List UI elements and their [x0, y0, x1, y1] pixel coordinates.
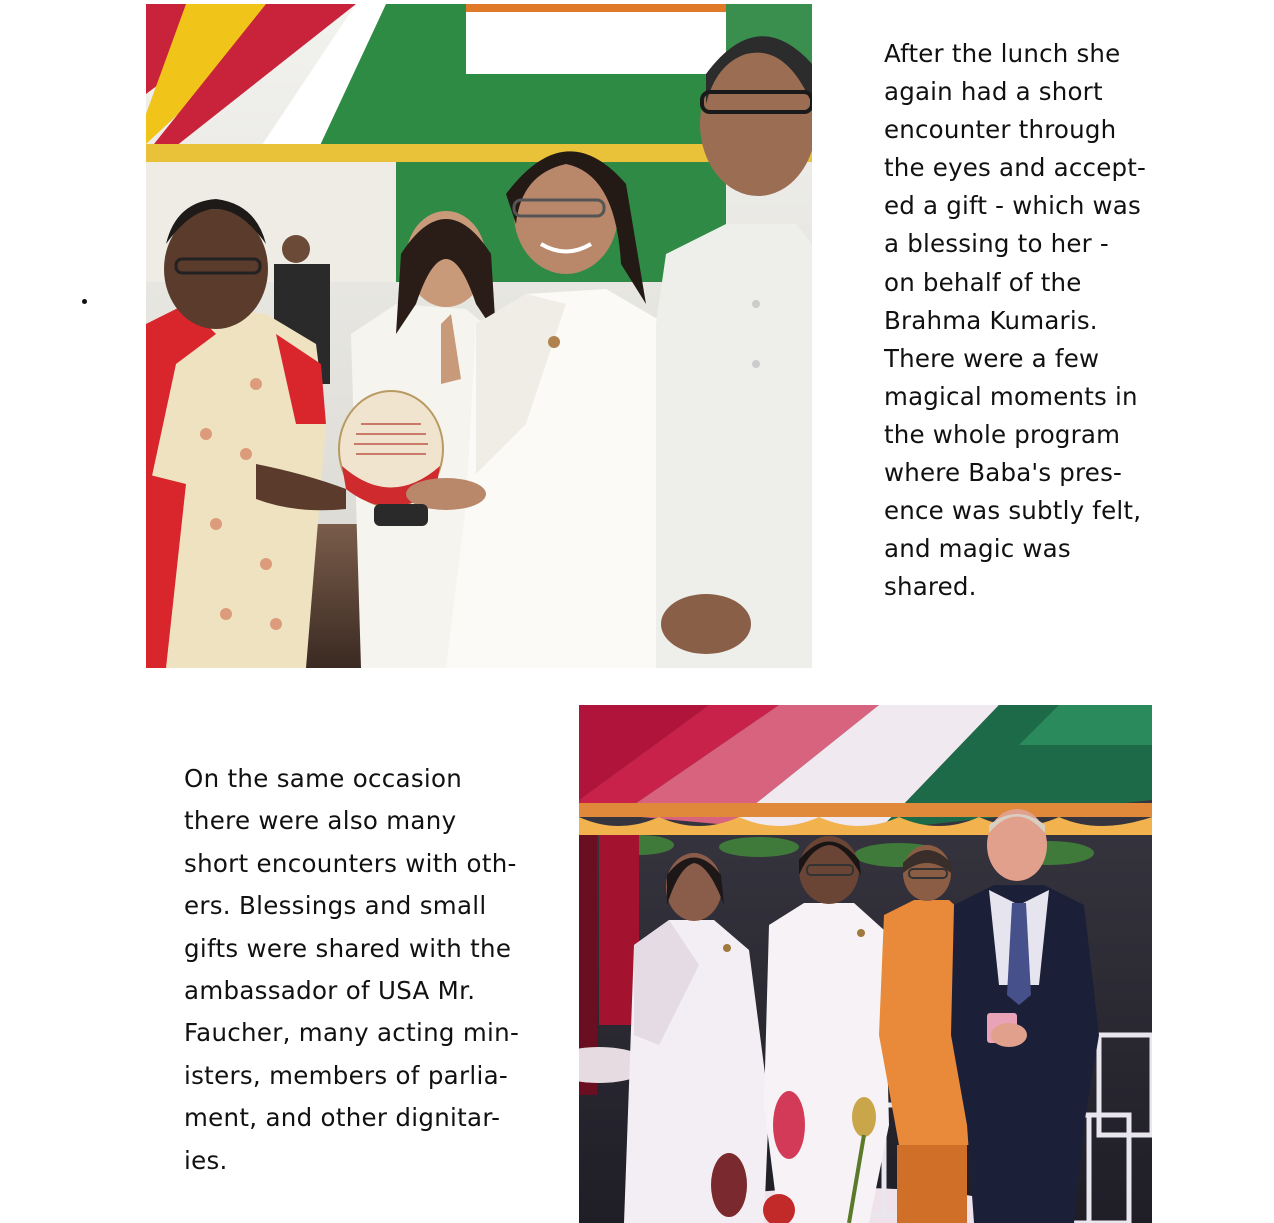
- text-line: Brahma Kumaris.: [884, 305, 1098, 335]
- text-line: there were also many: [184, 806, 457, 836]
- text-line: and magic was: [884, 534, 1071, 564]
- text-line: ambassador of USA Mr.: [184, 976, 476, 1006]
- text-line: the whole program: [884, 419, 1121, 449]
- text-line: gifts were shared with the: [184, 933, 512, 963]
- text-line: ment, and other dignitar-: [184, 1103, 501, 1133]
- text-line: magical moments in: [884, 381, 1138, 411]
- photo-gift-presentation-image: [146, 4, 812, 668]
- text-line: the eyes and accept-: [884, 153, 1147, 183]
- text-line: ers. Blessings and small: [184, 891, 487, 921]
- text-line: on behalf of the: [884, 267, 1082, 297]
- photo-group-tent-image: [579, 705, 1152, 1223]
- text-line: where Baba's pres-: [884, 458, 1123, 488]
- text-line: ies.: [184, 1145, 228, 1175]
- text-line: shared.: [884, 572, 977, 602]
- paragraph-gift-blessing: [884, 35, 1146, 606]
- text-line: On the same occasion: [184, 764, 463, 793]
- text-line: isters, members of parlia-: [184, 1060, 509, 1090]
- text-line: again had a short: [884, 77, 1103, 107]
- text-line: Faucher, many acting min-: [184, 1018, 520, 1048]
- text-line: short encounters with oth-: [184, 848, 517, 878]
- photo-gift-presentation: [146, 4, 812, 668]
- text-line: After the lunch she: [884, 39, 1121, 68]
- bullet-point: [82, 299, 87, 304]
- paragraph-short-encounters: [184, 758, 519, 1182]
- text-line: ed a gift - which was: [884, 191, 1141, 221]
- text-line: encounter through: [884, 115, 1117, 145]
- text-line: ence was subtly felt,: [884, 496, 1142, 526]
- photo-group-tent: [579, 705, 1152, 1223]
- text-line: There were a few: [884, 343, 1100, 373]
- text-line: a blessing to her -: [884, 229, 1109, 259]
